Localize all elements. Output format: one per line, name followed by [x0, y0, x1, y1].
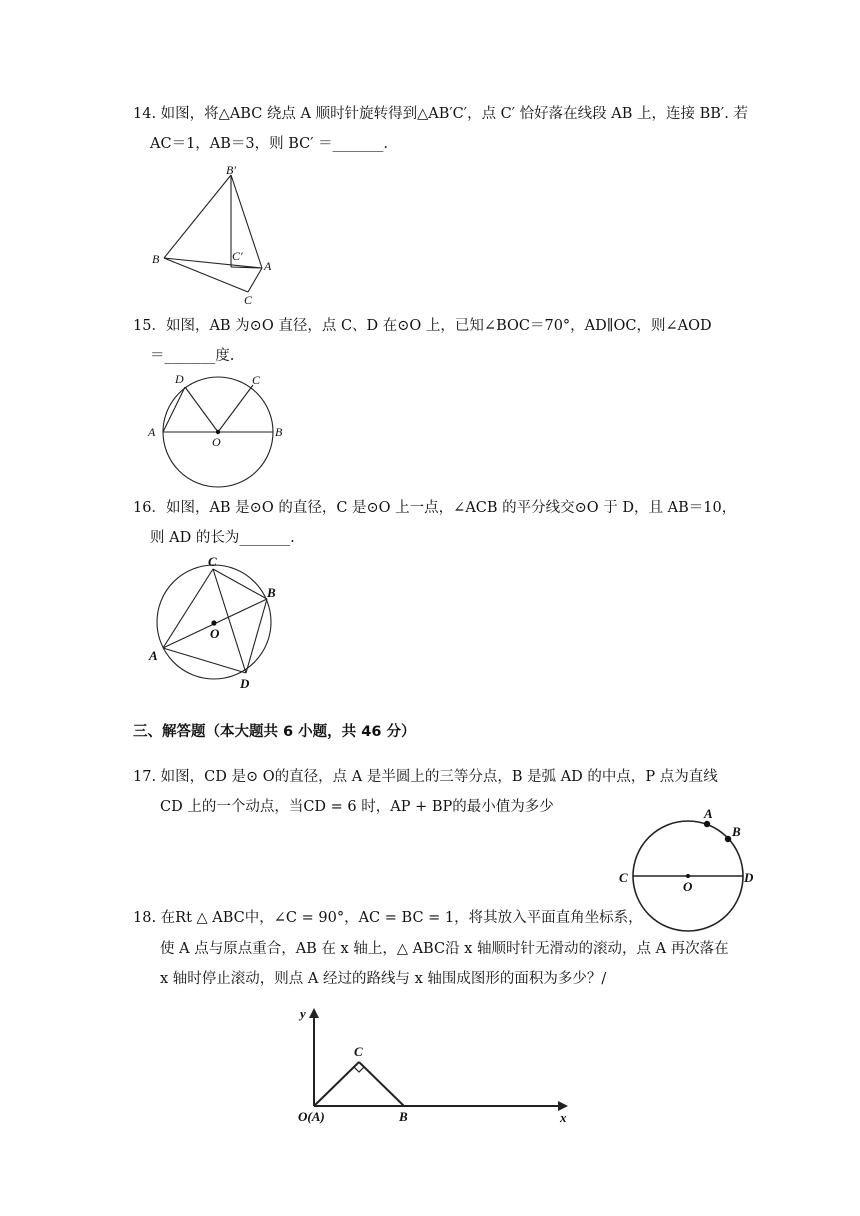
- q18-label-OA: O(A): [298, 1109, 325, 1124]
- q17-text-line1: 17. 如图，CD 是⊙ O的直径，点 A 是半圆上的三等分点，B 是弧 AD 的中点，P 点为直线: [133, 769, 718, 785]
- q14-text-line2: AC＝1，AB＝3，则 BC′ ＝_______.: [150, 136, 389, 152]
- q16-label-D: D: [240, 676, 250, 691]
- section-heading: 三、解答题（本大题共 6 小题，共 46 分）: [133, 724, 416, 740]
- q18-label-C: C: [354, 1044, 363, 1059]
- q15-figure: [140, 368, 300, 498]
- q14-figure: [140, 160, 290, 310]
- q16-label-B: B: [267, 585, 276, 600]
- q17-label-O: O: [683, 879, 693, 894]
- q14-label-A: A: [264, 259, 272, 273]
- q15-label-O: O: [212, 435, 221, 449]
- q18-label-y: y: [300, 1006, 306, 1021]
- q14-label-Bp: B′: [226, 163, 236, 177]
- q15-label-B: B: [275, 425, 283, 439]
- q14-text-line1: 14. 如图，将△ABC 绕点 A 顺时针旋转得到△AB′C′，点 C′ 恰好落在线段 AB 上，连接 BB′. 若: [133, 106, 748, 122]
- q15-text-line1: 15．如图，AB 为⊙O 直径，点 C、D 在⊙O 上，已知∠BOC＝70°，AD∥OC，则∠AOD: [133, 318, 712, 334]
- q16-center-point: [211, 620, 216, 625]
- q16-label-C: C: [208, 554, 217, 569]
- q17-point-B: [725, 836, 731, 842]
- q18-text-line3: x 轴时停止滚动，则点 A 经过的路线与 x 轴围成图形的面积为多少？/: [160, 971, 607, 987]
- q17-label-A: A: [704, 806, 713, 821]
- q15-label-A: A: [148, 425, 156, 439]
- q17-label-B: B: [732, 824, 741, 839]
- q16-text-line1: 16．如图，AB 是⊙O 的直径，C 是⊙O 上一点，∠ACB 的平分线交⊙O 于 D，且 AB＝10，: [133, 500, 737, 516]
- q17-label-D: D: [744, 870, 754, 885]
- q18-text-line2: 使 A 点与原点重合，AB 在 x 轴上，△ ABC沿 x 轴顺时针无滑动的滚动，点 A 再次落在: [160, 941, 729, 957]
- q15-label-C: C: [252, 373, 261, 387]
- q18-label-B: B: [399, 1109, 408, 1124]
- q14-label-B: B: [152, 252, 160, 266]
- q14-label-C: C: [244, 293, 253, 307]
- y-axis-arrow: [309, 1008, 319, 1018]
- q17-point-A: [704, 821, 710, 827]
- q15-center-point: [216, 430, 220, 434]
- q14-label-Cp: C′: [232, 249, 243, 263]
- q16-text-line2: 则 AD 的长为_______.: [150, 530, 295, 546]
- q17-label-C: C: [619, 870, 628, 885]
- q16-label-O: O: [210, 626, 220, 641]
- q16-label-A: A: [149, 648, 158, 663]
- q16-figure: [140, 552, 290, 692]
- q18-label-x: x: [560, 1110, 567, 1125]
- q15-label-D: D: [175, 372, 184, 386]
- q17-text-line2: CD 上的一个动点，当CD = 6 时，AP + BP的最小值为多少: [160, 799, 554, 815]
- q15-text-line2: ＝_______度.: [150, 348, 235, 364]
- q18-text-line1: 18. 在Rt △ ABC中，∠C = 90°，AC = BC = 1，将其放入平面直角坐标系，: [133, 910, 643, 926]
- q18-figure: [290, 1000, 580, 1130]
- q17-center-point: [686, 874, 690, 878]
